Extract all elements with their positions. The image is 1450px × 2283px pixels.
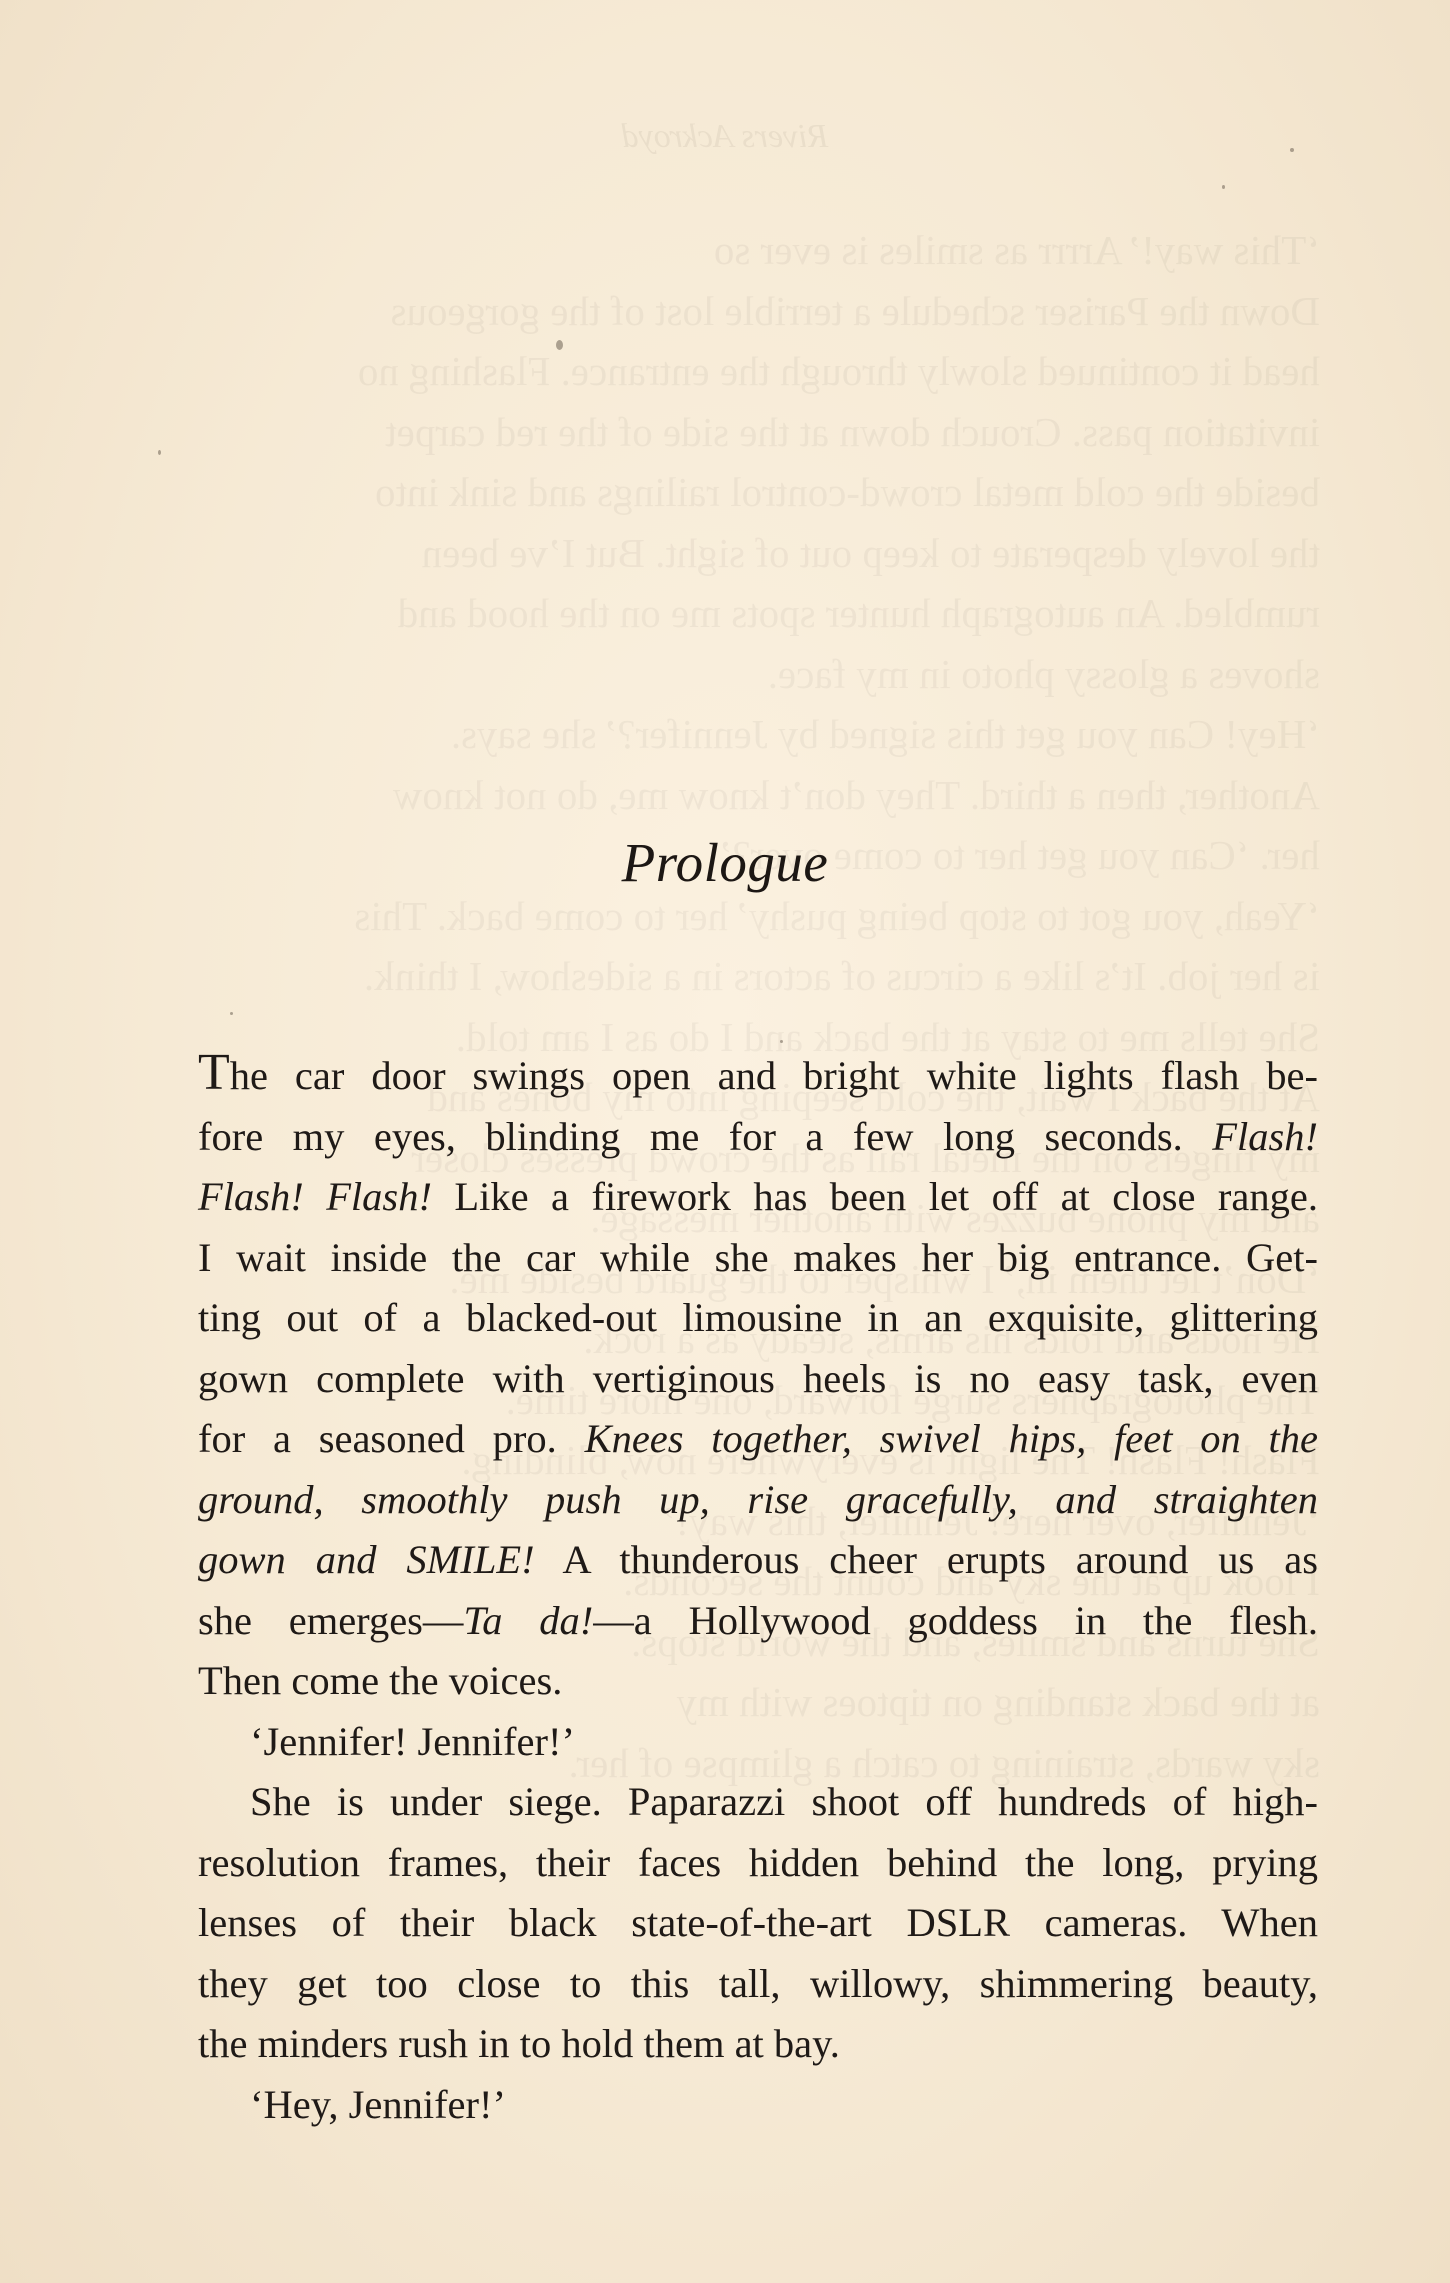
text-line <box>198 1833 1318 1894</box>
text-line <box>198 2014 1318 2075</box>
initial-letter: T <box>198 1044 230 1101</box>
text-line <box>198 1772 1318 1833</box>
print-speck <box>780 1040 783 1043</box>
text-run: they get too close to this tall, willowy, shimmering beauty, <box>198 1960 1318 2006</box>
text-run: She is under siege. Paparazzi shoot off hundreds of high- <box>250 1779 1318 1824</box>
text-run: fore my eyes, blinding me for a few long seconds. <box>198 1113 1213 1159</box>
italic-run: Flash! <box>1212 1113 1318 1159</box>
text-run: lenses of their black state-of-the-art DSLR cameras. When <box>198 1900 1318 1945</box>
text-line <box>198 1107 1318 1168</box>
text-run: ‘Hey, Jennifer!’ <box>250 2081 506 2127</box>
text-line <box>198 1591 1318 1652</box>
text-line <box>198 1167 1318 1228</box>
body-text <box>198 1046 1318 2135</box>
print-speck <box>158 450 161 455</box>
paragraph <box>198 1772 1318 2075</box>
text-line <box>198 1228 1318 1289</box>
text-run: for a seasoned pro. <box>198 1416 585 1461</box>
show-through-running-head: Rivers Ackroyd <box>621 118 829 155</box>
text-line <box>198 1409 1318 1470</box>
print-speck <box>230 1012 233 1015</box>
text-line <box>198 1470 1318 1531</box>
italic-run: Ta da! <box>463 1597 594 1643</box>
print-speck <box>1222 185 1225 189</box>
italic-run: Flash! Flash! <box>198 1174 432 1219</box>
text-run: ‘Jennifer! Jennifer!’ <box>250 1718 575 1764</box>
text-run: A thunderous cheer erupts around us as <box>534 1537 1318 1582</box>
text-line <box>198 1046 1318 1107</box>
print-speck <box>556 340 563 350</box>
text-line <box>198 1349 1318 1410</box>
print-speck <box>1290 148 1294 152</box>
text-line <box>198 1530 1318 1591</box>
text-line <box>198 1954 1318 2015</box>
text-line <box>198 1288 1318 1349</box>
italic-run: gown and SMILE! <box>198 1537 535 1582</box>
text-run: resolution frames, their faces hidden behind the long, prying <box>198 1839 1318 1885</box>
text-run: I wait inside the car while she makes her big entrance. Get- <box>198 1234 1318 1280</box>
text-run: Then come the voices. <box>198 1658 563 1703</box>
paragraph <box>198 1712 1318 1773</box>
text-line <box>198 1712 1318 1773</box>
text-run: she emerges— <box>198 1597 464 1643</box>
text-line <box>198 1651 1318 1712</box>
text-line <box>198 2075 1318 2136</box>
text-run: gown complete with vertiginous heels is no easy task, even <box>198 1355 1318 1401</box>
chapter-title: Prologue <box>621 832 829 893</box>
text-run: he car door swings open and bright white lights flash be- <box>229 1053 1318 1098</box>
text-line <box>198 1893 1318 1954</box>
text-run: the minders rush in to hold them at bay. <box>198 2021 840 2066</box>
paragraph <box>198 2075 1318 2136</box>
text-run: Like a firework has been let off at close range. <box>431 1174 1319 1219</box>
text-run: ting out of a blacked-out limousine in an exquisite, glittering <box>198 1295 1318 1340</box>
text-run: —a Hollywood goddess in the flesh. <box>593 1597 1319 1643</box>
italic-run: Knees together, swivel hips, feet on the <box>584 1416 1319 1461</box>
italic-run: ground, smoothly push up, rise gracefully, and straighten <box>198 1476 1318 1522</box>
paragraph <box>198 1046 1318 1712</box>
